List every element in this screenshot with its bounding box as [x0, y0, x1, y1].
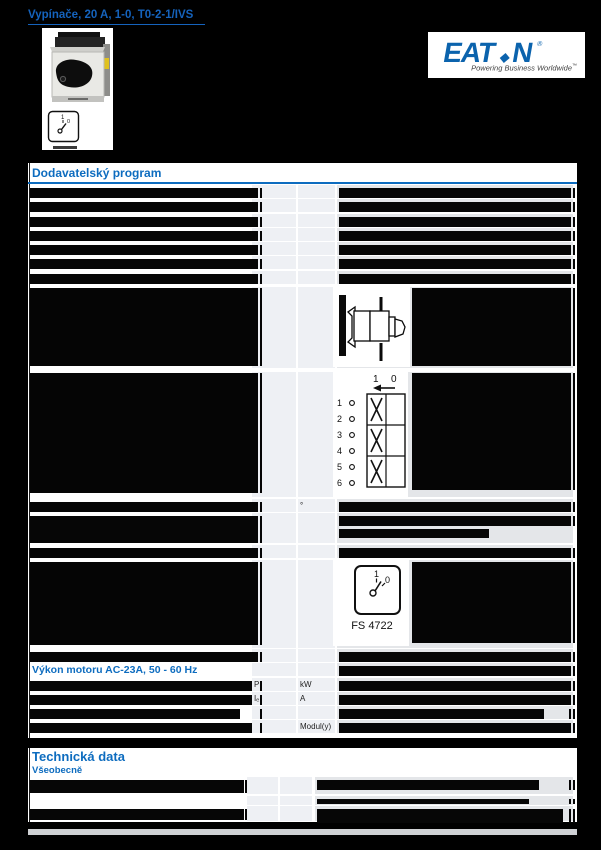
table-row [28, 720, 577, 734]
unit-cell: Iₑ [252, 692, 296, 705]
redacted-tick [573, 666, 575, 676]
redacted-tick [573, 681, 575, 691]
supply-program-table [28, 163, 577, 738]
redacted-bar [339, 548, 569, 558]
redacted-text-block [30, 373, 258, 493]
redacted-tick [245, 780, 247, 793]
front-plate-label: FS 4722 [351, 620, 393, 632]
redacted-bar [317, 809, 563, 823]
table-row [28, 806, 577, 822]
redacted-bar [30, 188, 258, 198]
unit-cell [252, 199, 296, 212]
unit-cell [298, 706, 335, 719]
table-row [28, 545, 577, 559]
redacted-tick [260, 709, 262, 719]
redacted-tick [569, 548, 571, 558]
redacted-bar [30, 502, 258, 512]
table-row [28, 256, 577, 270]
redacted-tick [569, 809, 571, 823]
front-plate-icon [333, 560, 409, 618]
unit-cell [298, 256, 335, 269]
redacted-bar [30, 780, 244, 793]
redacted-tick [569, 231, 571, 241]
page-footer-bar [28, 829, 577, 835]
redacted-bar [339, 695, 569, 705]
redacted-tick [573, 502, 575, 512]
svg-text:1: 1 [337, 398, 343, 408]
redacted-tick [260, 562, 262, 645]
redacted-text-block [412, 288, 571, 366]
redacted-bar [30, 259, 258, 269]
redacted-tick [573, 217, 575, 227]
unit-cell [252, 663, 296, 676]
unit-cell [247, 796, 278, 805]
table-row [28, 199, 577, 213]
redacted-tick [245, 809, 247, 820]
unit-cell [252, 706, 296, 719]
logo-text-left: EAT [440, 36, 498, 68]
cell-background [252, 287, 296, 368]
redacted-tick [573, 259, 575, 269]
svg-text:1: 1 [374, 569, 380, 579]
redacted-tick [260, 681, 262, 691]
title-underline [28, 24, 205, 25]
redacted-bar [573, 516, 575, 526]
contact-sequence-figure [333, 372, 408, 497]
redacted-tick [260, 502, 262, 512]
redacted-text-block [412, 562, 571, 643]
section-heading-general: Všeobecně [32, 765, 83, 776]
table-row [28, 678, 577, 692]
redacted-text-block [30, 288, 258, 366]
redacted-tick [573, 709, 575, 719]
unit-cell: A [298, 692, 335, 705]
redacted-tick [569, 217, 571, 227]
redacted-tick [573, 780, 575, 790]
redacted-bar [339, 516, 569, 526]
technical-data-table [28, 748, 577, 822]
redacted-tick [260, 695, 262, 705]
redacted-bar [30, 274, 258, 284]
unit-cell [280, 796, 312, 805]
table-row [28, 513, 577, 544]
unit-cell: ° [298, 499, 335, 512]
redacted-tick [573, 231, 575, 241]
redacted-tick [569, 723, 571, 733]
unit-cell: kW [298, 678, 335, 691]
redacted-text-block [30, 562, 258, 645]
redacted-bar [339, 202, 569, 212]
redacted-tick [573, 809, 575, 823]
table-row [28, 777, 577, 795]
redacted-tick [569, 681, 571, 691]
redacted-bar [339, 274, 569, 284]
cell-background [252, 372, 296, 497]
redacted-tick [569, 502, 571, 512]
cell-background [298, 287, 335, 368]
unit-cell [247, 806, 278, 821]
svg-text:1: 1 [373, 374, 379, 385]
unit-cell: P [252, 678, 296, 691]
redacted-tick [260, 652, 262, 662]
section-heading-supply: Dodavatelský program [32, 166, 162, 180]
unit-cell [298, 185, 335, 198]
unit-cell [298, 513, 335, 543]
unit-cell [252, 513, 296, 543]
redacted-bar [317, 780, 539, 790]
redacted-bar [339, 652, 569, 662]
unit-cell [298, 649, 335, 662]
redacted-tick [260, 548, 262, 558]
unit-cell [252, 720, 296, 733]
svg-text:4: 4 [337, 446, 343, 456]
svg-text:0: 0 [385, 575, 391, 585]
redacted-bar [317, 799, 529, 804]
unit-cell [252, 185, 296, 198]
unit-cell [298, 545, 335, 558]
redacted-bar [30, 245, 258, 255]
table-row [28, 185, 577, 199]
front-plate-figure [333, 560, 409, 646]
switch-side-view-icon [333, 287, 410, 367]
redacted-tick [573, 723, 575, 733]
cell-background [252, 560, 296, 648]
redacted-bar [339, 529, 489, 538]
redacted-bar [339, 231, 569, 241]
heading-rule [28, 182, 577, 184]
redacted-tick [260, 188, 262, 198]
unit-cell [252, 256, 296, 269]
redacted-bar [339, 259, 569, 269]
section-heading-motor: Výkon motoru AC-23A, 50 - 60 Hz [32, 664, 198, 676]
unit-cell [298, 242, 335, 255]
redacted-tick [573, 274, 575, 284]
unit-cell [252, 228, 296, 241]
redacted-tick [573, 288, 575, 366]
redacted-tick [569, 695, 571, 705]
dimension-drawing-figure [333, 287, 410, 367]
table-row [28, 228, 577, 242]
redacted-tick [573, 188, 575, 198]
mini-front-plate-icon [47, 110, 80, 143]
redacted-tick [573, 562, 575, 643]
svg-text:0: 0 [391, 374, 397, 385]
redacted-tick [260, 231, 262, 241]
redacted-bar [30, 548, 258, 558]
redacted-tick [260, 217, 262, 227]
registered-mark: ® [536, 41, 543, 48]
svg-text:2: 2 [337, 414, 343, 424]
redacted-bar [30, 681, 252, 691]
contact-sequence-icon [333, 372, 408, 497]
redacted-tick [573, 548, 575, 558]
redacted-tick [569, 709, 571, 719]
mini-pos-0: 0 [67, 119, 71, 125]
section-heading-tech: Technická data [32, 749, 125, 764]
page-title: Vypínače, 20 A, 1-0, T0-2-1/IVS [28, 9, 194, 21]
unit-cell: Modul(y) [298, 720, 335, 733]
redacted-bar [339, 502, 569, 512]
redacted-bar [30, 202, 258, 212]
redacted-tick [569, 259, 571, 269]
redacted-tick [260, 202, 262, 212]
redacted-tick [573, 695, 575, 705]
table-row [28, 214, 577, 228]
redacted-tick [569, 202, 571, 212]
redacted-tick [260, 245, 262, 255]
redacted-text-block [412, 373, 571, 490]
redacted-bar [339, 681, 569, 691]
brand-logo [428, 32, 585, 78]
redacted-tick [573, 373, 575, 490]
redacted-bar [30, 217, 258, 227]
redacted-bar [339, 666, 569, 676]
redacted-tick [569, 245, 571, 255]
redacted-bar [30, 709, 240, 719]
redacted-tick [569, 188, 571, 198]
redacted-bar [339, 709, 544, 719]
redacted-tick [573, 652, 575, 662]
table-row [28, 499, 577, 513]
redacted-tick [573, 245, 575, 255]
svg-text:3: 3 [337, 430, 343, 440]
unit-cell [252, 271, 296, 284]
redacted-tick [573, 202, 575, 212]
svg-text:5: 5 [337, 462, 343, 472]
unit-cell [252, 649, 296, 662]
unit-cell [298, 663, 335, 676]
redacted-bar [30, 723, 252, 733]
table-row [28, 796, 577, 806]
redacted-tick [260, 259, 262, 269]
redacted-bar [30, 516, 258, 543]
redacted-tick [569, 652, 571, 662]
redacted-bar [339, 245, 569, 255]
redacted-tick [260, 373, 262, 493]
redacted-tick [260, 288, 262, 366]
redacted-bar [30, 809, 244, 820]
unit-cell [252, 545, 296, 558]
redacted-bar [30, 652, 258, 662]
table-row [28, 692, 577, 706]
product-image-panel [42, 28, 113, 150]
photo-caption-redacted [53, 146, 77, 149]
redacted-bar [339, 217, 569, 227]
unit-cell [280, 806, 312, 821]
table-row [28, 242, 577, 256]
unit-cell [252, 242, 296, 255]
redacted-tick [573, 799, 575, 804]
product-photo [42, 30, 113, 108]
cell-background [298, 372, 335, 497]
redacted-tick [569, 666, 571, 676]
redacted-bar [569, 516, 571, 526]
table-row [28, 706, 577, 720]
redacted-bar [339, 188, 569, 198]
redacted-tick [569, 780, 571, 790]
logo-tagline: Powering Business Worldwide™ [471, 63, 577, 73]
redacted-tick [260, 274, 262, 284]
table-row [28, 271, 577, 285]
redacted-bar [30, 231, 258, 241]
unit-cell [247, 777, 278, 794]
unit-cell [298, 199, 335, 212]
redacted-tick [260, 723, 262, 733]
redacted-tick [569, 799, 571, 804]
svg-text:6: 6 [337, 478, 343, 488]
redacted-tick [260, 516, 262, 543]
redacted-bar [339, 723, 569, 733]
unit-cell [252, 499, 296, 512]
redacted-bar [30, 695, 252, 705]
unit-cell [298, 214, 335, 227]
unit-cell [298, 271, 335, 284]
redacted-tick [569, 274, 571, 284]
cell-background [298, 560, 335, 648]
logo-text-right: N [509, 36, 536, 68]
unit-cell [298, 228, 335, 241]
mini-pos-1: 1 [61, 115, 65, 121]
unit-cell [252, 214, 296, 227]
unit-cell [280, 777, 312, 794]
table-row [28, 649, 577, 663]
